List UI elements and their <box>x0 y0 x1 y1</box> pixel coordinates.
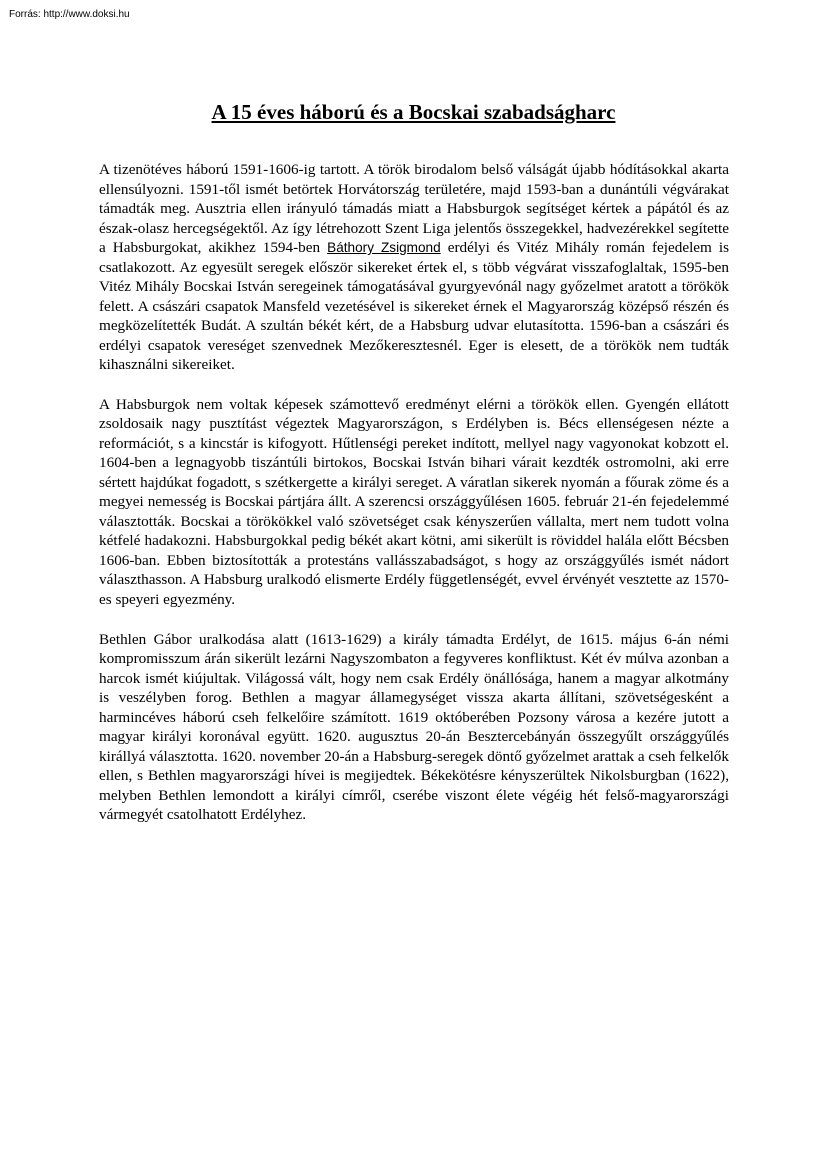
paragraph-3: Bethlen Gábor uralkodása alatt (1613-1629) a király támadta Erdélyt, de 1615. május 6-án némi kompromisszum árán sikerült lezárni Nagyszombaton a fegyveres konfliktust. Két év múlva azonban a harcok ismét kiújultak. Világossá vált, hogy nem csak Erdély önállósága, hanem a magyar alkotmány is veszélyben forog. Bethlen a magyar államegységet vissza akarta állítani, szövetségesként a harmincéves háború cseh felkelőire számított. 1619 októberében Pozsony városa a kezére jutott a magyar királyi koronával együtt. 1620. augusztus 20-án Besztercebányán összegyűlt országgyűlés királlyá választotta. 1620. november 20-án a Habsburg-seregek döntő győzelmet arattak a cseh felkelők ellen, s Bethlen magyarországi hívei is megijedtek. Békekötésre kényszerültek Nikolsburgban (1622), melyben Bethlen lemondott a királyi címről, cserébe viszont élete végéig hét felső-magyarországi vármegyét csatolhatott Erdélyhez. <box>99 630 729 824</box>
bathory-zsigmond-link[interactable]: Báthory Zsigmond <box>327 240 441 255</box>
paragraph-2: A Habsburgok nem voltak képesek számottevő eredményt elérni a törökök ellen. Gyengén ellátott zsoldosaik nagy pusztítást végeztek Magyarországon, s Erdélyben is. Bécs ellenségesen nézte a reformációt, s a kincstár is kifogyott. Hűtlenségi pereket indított, mellyel nagy vagyonokat kobzott el. 1604-ben a legnagyobb tiszántúli birtokos, Bocskai István bihari várait kezdték ostromolni, aki erre sértett hajdúkat fogadott, s szétkergette a királyi sereget. A váratlan sikerek nyomán a főurak zöme és a megyei nemesség is Bocskai pártjára állt. A szerencsi országgyűlésen 1605. február 21-én fejedelemmé választották. Bocskai a törökökkel való szövetséget csak kényszerűen vállalta, mert nem tudott volna kétfelé hadakozni. Habsburgokkal pedig békét akart kötni, ami sikerült is röviddel halála előtt Bécsben 1606-ban. Ebben biztosították a protestáns vallásszabadságot, s hogy az országgyűlés ismét nádort választhasson. A Habsburg uralkodó elismerte Erdély függetlenségét, evvel érvényét vesztette az 1570-es speyeri egyezmény. <box>99 395 729 608</box>
paragraph-1-text-end: erdélyi és Vitéz Mihály román fejedelem is csatlakozott. Az egyesült seregek először sikereket értek el, s több végvárat visszafoglaltak, 1595-ben Vitéz Mihály Bocskai István seregeinek támogatásával gyurgyevónál nagy győzelmet aratott a törökök felett. A császári csapatok Mansfeld vezetésével is sikereket érnek el Magyarország középső részén és megközelítették Budát. A szultán békét kért, de a Habsburg udvar elutasította. 1596-ban a császári és erdélyi csapatok vereséget szenvednek Mezőkeresztesnél. Eger is elesett, de a törökök nem tudták kihasználni sikereiket. <box>99 239 730 373</box>
paragraph-1 <box>99 160 729 375</box>
page-title: A 15 éves háború és a Bocskai szabadságharc <box>211 100 616 124</box>
paragraph-1-text-start: A tizenötéves háború 1591-1606-ig tartott. A török birodalom belső válságát újabb hódításokkal akarta ellensúlyozni. 1591-től ismét betörtek Horvátország területére, majd 1593-ban a dunántúli végvárakat támadták meg. Ausztria ellen irányuló támadás miatt a Habsburgok segítséget kértek a pápától és az észak-olasz hercegségektől. Az így létrehozott Szent Liga jelentős összegekkel, hadvezérekkel segítette a Habsburgokat, akikhez 1594-ben <box>99 161 729 256</box>
source-note: Forrás: http://www.doksi.hu <box>9 9 130 20</box>
article-body <box>99 160 729 845</box>
